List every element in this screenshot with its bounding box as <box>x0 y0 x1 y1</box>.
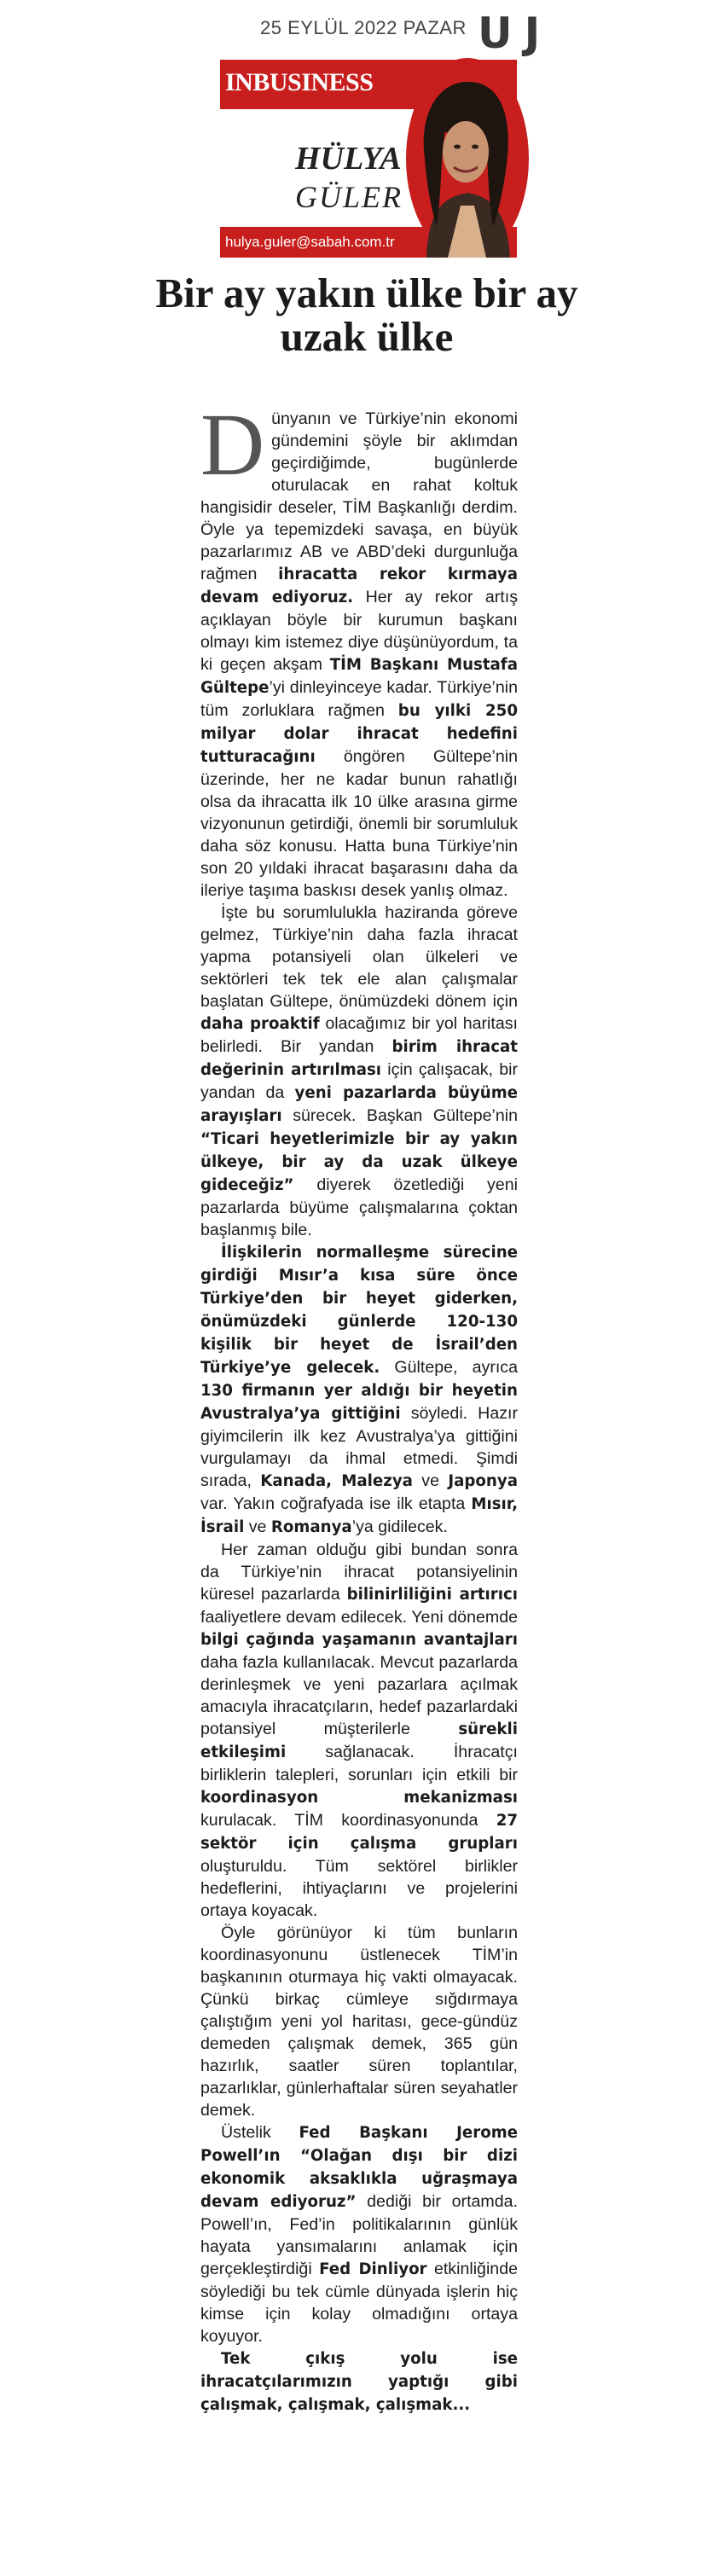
author-last-name: GÜLER <box>295 180 403 214</box>
body-text: daha fazla kullanılacak. Mevcut pazarlarda derinleşmek ve yeni pazarlara açılmak amacıyla ihracatçıların, hedef pazarlardaki potansiyel müşterilerle <box>200 1653 518 1738</box>
body-text: için çalışacak, bir yandan da <box>200 1060 518 1102</box>
bold-text: sürekli etkileşimi <box>200 1720 518 1761</box>
author-portrait-icon <box>401 56 529 258</box>
issue-date: 25 EYLÜL 2022 PAZAR <box>260 17 467 38</box>
bold-text: yeni pazarlarda büyüme arayışları <box>200 1084 519 1125</box>
bold-text: Tek çıkış yolu ise ihracatçılarımızın yaptığı gibi çalışmak, çalışmak, çalışmak... <box>200 2350 518 2414</box>
column-name: INBUSINESS <box>225 68 374 96</box>
body-text: diyerek özetlediği yeni pazarlarda büyüme çalışmalarına çoktan başlanmış bile. <box>200 1175 518 1239</box>
body-text: olacağımız bir yol haritası belirledi. Bir yandan <box>200 1014 518 1056</box>
bold-text: TİM Başkanı Mustafa Gültepe <box>200 656 518 697</box>
body-text: ’ya gidilecek. <box>351 1517 448 1536</box>
bold-text: 130 firmanın yer aldığı bir heyetin Avustralya’ya gittiğini <box>200 1382 518 1423</box>
bold-text: bu yılki 250 milyar dolar ihracat hedefini tutturacağını <box>200 702 518 766</box>
body-text: dediği bir ortamda. Powell’ın, Fed’in politikalarının günlük hayata yansımalarını anlamak için gerçekleştirdiği <box>200 2192 518 2278</box>
bold-text: 27 sektör için çalışma grupları <box>200 1812 518 1853</box>
body-text: faaliyetlere devam edilecek. Yeni dönemde <box>200 1608 518 1627</box>
body-text: ünyanın ve Türkiye’nin ekonomi gündemini şöyle bir aklımdan geçirdiğimde, bugünlerde oturulacak en rahat koltuk hangisidir deseler, TİM Başkanlığı derdim. Öyle ya tepemizdeki savaşa, en büyük pazarlarımız AB ve ABD’deki durgunluğa rağmen <box>200 409 518 583</box>
paragraph-6 <box>200 2121 518 2347</box>
body-text: İşte bu sorumlulukla haziranda göreve gelmez, Türkiye’nin daha fazla ihracat yapma potansiyeli olan ülkeleri ve sektörleri tek tek ele alan çalışmalar başlatan Gültepe, önümüzdeki dönem için <box>200 903 518 1011</box>
paragraph-2 <box>200 902 518 1241</box>
body-text: Her zaman olduğu gibi bundan sonra da Türkiye’nin ihracat potansiyelinin küresel pazarlarda <box>200 1540 518 1604</box>
author-first-name: HÜLYA <box>295 141 402 177</box>
paragraph-5 <box>200 1922 518 2121</box>
paragraph-3 <box>200 1241 518 1539</box>
newspaper-logo: UJ <box>478 9 553 58</box>
bold-text: bilgi çağında yaşamanın avantajları <box>200 1631 518 1649</box>
bold-text: Fed Başkanı Jerome Powell’ın “Olağan dışı bir dizi ekonomik aksaklıkla uğraşmaya devam ediyoruz” <box>200 2124 518 2211</box>
body-text: söyledi. Hazır giyimcilerin ilk kez Avustralya’ya gittiğini vurgulamayı da ihmal etmedi. Şimdi sırada, <box>200 1404 518 1490</box>
article-body <box>200 396 519 2416</box>
body-text: Üstelik <box>221 2123 299 2142</box>
body-text: etkinliğinde söylediği bu tek cümle dünyada işlerin hiç kimse için kolay olmadığını ortaya koyuyor. <box>200 2260 518 2346</box>
paragraph-7 <box>200 2347 518 2416</box>
body-text: öngören Gültepe’nin üzerinde, her ne kadar bunun rahatlığı olsa da ihracatta ilk 10 ülke arasına girme vizyonunun getirdiği, önemli bir sorumluluk daha söz konusu. Hatta buna Türkiye’nin son 20 yıldaki ihracat başarasını daha da ileriye taşıma baskısı desek yanlış olmaz. <box>200 747 518 900</box>
bold-text: Kanada, Malezya <box>260 1472 413 1490</box>
column-banner <box>220 60 517 258</box>
bold-text: birim ihracat değerinin artırılması <box>200 1038 519 1079</box>
bold-text: ihracatta rekor kırmaya devam ediyoruz. <box>200 566 518 606</box>
author-email: hulya.guler@sabah.com.tr <box>225 234 395 250</box>
body-text: Her ay rekor artış açıklayan böyle bir kurumun başkanı olmayı kim istemez diye düşünüyordum, ta ki geçen akşam <box>200 588 518 674</box>
body-text: ve <box>412 1471 449 1490</box>
body-text: sürecek. Başkan Gültepe’nin <box>281 1106 518 1125</box>
bold-text: “Ticari heyetlerimizle bir ay yakın ülkeye, bir ay da uzak ülkeye gideceğiz” <box>200 1130 518 1194</box>
body-text: ’yi dinleyinceye kadar. Türkiye’nin tüm zorluklara rağmen <box>200 678 518 720</box>
body-text: sağlanacak. İhracatçı birliklerin talepleri, sorunları için etkili bir <box>200 1743 518 1784</box>
body-text: kurulacak. TİM koordinasyonunda <box>200 1811 496 1830</box>
article-headline: Bir ay yakın ülke bir ay uzak ülke <box>155 270 578 360</box>
bold-text: koordinasyon mekanizması <box>200 1789 518 1807</box>
body-text: oluşturuldu. Tüm sektörel birlikler hedeflerini, ihtiyaçlarını ve projelerini ortaya koyacak. <box>200 1857 518 1920</box>
drop-cap: D <box>200 396 265 494</box>
body-text: ve <box>244 1517 271 1536</box>
bold-text: bilinirliliğini artırıcı <box>346 1586 518 1604</box>
body-text: Gültepe, ayrıca <box>380 1358 518 1377</box>
bold-text: Fed Dinliyor <box>319 2260 427 2278</box>
body-text: var. Yakın coğrafyada ise ilk etapta <box>200 1494 472 1513</box>
bold-text: daha proaktif <box>200 1015 320 1033</box>
body-text: Öyle görünüyor ki tüm bunların koordinasyonunu üstlenecek TİM’in başkanının oturmaya hiç vakti olmayacak. Çünkü birkaç cümleye sığdırmaya çalıştığım yeni yol haritası, gece-gündüz demeden çalışmak demek, 365 gün hazırlık, saatler süren toplantılar, pazarlıklar, günlerhaftalar süren seyahatler demek. <box>200 1923 518 2120</box>
bold-text: Japonya <box>448 1472 518 1490</box>
paragraph-4 <box>200 1539 518 1922</box>
bold-text: Mısır, İsrail <box>200 1495 518 1536</box>
page-header <box>0 9 725 58</box>
bold-text: İlişkilerin normalleşme sürecine girdiği Mısır’a kısa süre önce Türkiye’den bir heyet giderken, önümüzdeki günlerde 120-130 kişilik bir heyet de İsrail’den Türkiye’ye gelecek. <box>200 1244 518 1377</box>
bold-text: Romanya <box>270 1518 352 1536</box>
author-photo <box>401 56 529 258</box>
paragraph-1 <box>200 396 518 902</box>
